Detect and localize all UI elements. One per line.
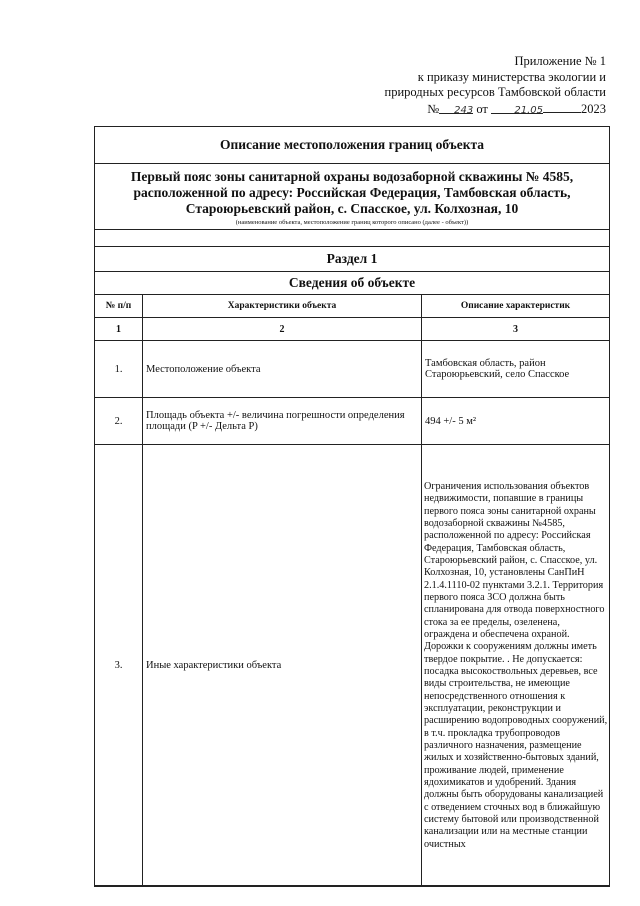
row-characteristic: Местоположение объекта: [143, 341, 422, 398]
table-row: [95, 341, 609, 398]
object-block: [95, 164, 609, 230]
number-prefix: №: [427, 101, 440, 116]
form-title: Описание местоположения границ объекта: [95, 127, 609, 164]
row-num: 2.: [95, 398, 143, 445]
row-description: 494 +/- 5 м²: [422, 398, 610, 445]
row-num: 1.: [95, 341, 143, 398]
number-blank: [439, 102, 473, 114]
row-num: 3.: [95, 445, 143, 886]
table-row: [95, 398, 609, 445]
number-date-line: [385, 101, 606, 118]
date-blank-tail: [543, 101, 581, 113]
row-description: Ограничения использования объектов недвижимости, попавшие в границы первого пояса зоны санитарной охраны водозаборной скважины №4585, расположенной по адресу: Российская Федерация, Тамбовская область, Староюрьевский район, с. Спасское, ул. Колхозная, 10, установлены СанПиН 2.1.4.1110-02 пунктами 3.2.1. Территория первого пояса ЗСО должна быть спланирована для отвода поверхностного стока за ее пределы, озеленена, ограждена и обеспечена охраной. Дорожки к сооружениям должны иметь твердое покрытие. . Не допускается: посадка высокоствольных деревьев, все виды строительства, не имеющие непосредственного отношения к эксплуатации, реконструкции и расширению водопроводных сооружений, в т.ч. прокладка трубопроводов различного назначения, размещение жилых и хозяйственно-бытовых зданий, проживание людей, применение ядохимикатов и удобрений. Здания должны быть оборудованы канализацией с отведением сточных вод в ближайшую систему бытовой или производственной канализации или на местные станции очистных: [422, 445, 610, 886]
table-header-row: [95, 295, 609, 318]
column-number-row: [95, 318, 609, 341]
header-description: Описание характеристик: [422, 295, 610, 318]
table-row: [95, 445, 609, 886]
col-number-2: 2: [143, 318, 422, 341]
header-characteristic: Характеристики объекта: [143, 295, 422, 318]
section-subtitle: Сведения об объекте: [95, 272, 609, 295]
object-note: (наименование объекта, местоположение границ которого описано (далее - объект)): [235, 219, 469, 226]
year: 2023: [581, 101, 606, 116]
date-prefix: от: [476, 101, 488, 116]
col-number-1: 1: [95, 318, 143, 341]
header-num: № п/п: [95, 295, 143, 318]
row-description: Тамбовская область, район Староюрьевский, село Спасское: [422, 341, 610, 398]
order-line: к приказу министерства экологии и: [417, 69, 606, 84]
boundary-description-form: [94, 126, 610, 887]
date-blank: [491, 102, 543, 114]
handwritten-date: 21.05: [514, 104, 543, 116]
col-number-3: 3: [422, 318, 610, 341]
section-title: Раздел 1: [95, 247, 609, 272]
object-name: Первый пояс зоны санитарной охраны водозаборной скважины № 4585, расположенной по адресу: Российская Федерация, Тамбовская область, Староюрьевский район, с. Спасское, ул. Колхозная, 10: [130, 169, 574, 216]
row-characteristic: Иные характеристики объекта: [143, 445, 422, 886]
handwritten-number: 243: [454, 104, 474, 116]
spacer-row: [95, 230, 609, 247]
order-header: [385, 54, 606, 117]
appendix-line: Приложение № 1: [514, 54, 606, 68]
object-info-table: [95, 295, 609, 886]
row-characteristic: Площадь объекта +/- величина погрешности определения площади (P +/- Дельта P): [143, 398, 422, 445]
ministry-line: природных ресурсов Тамбовской области: [384, 85, 606, 99]
